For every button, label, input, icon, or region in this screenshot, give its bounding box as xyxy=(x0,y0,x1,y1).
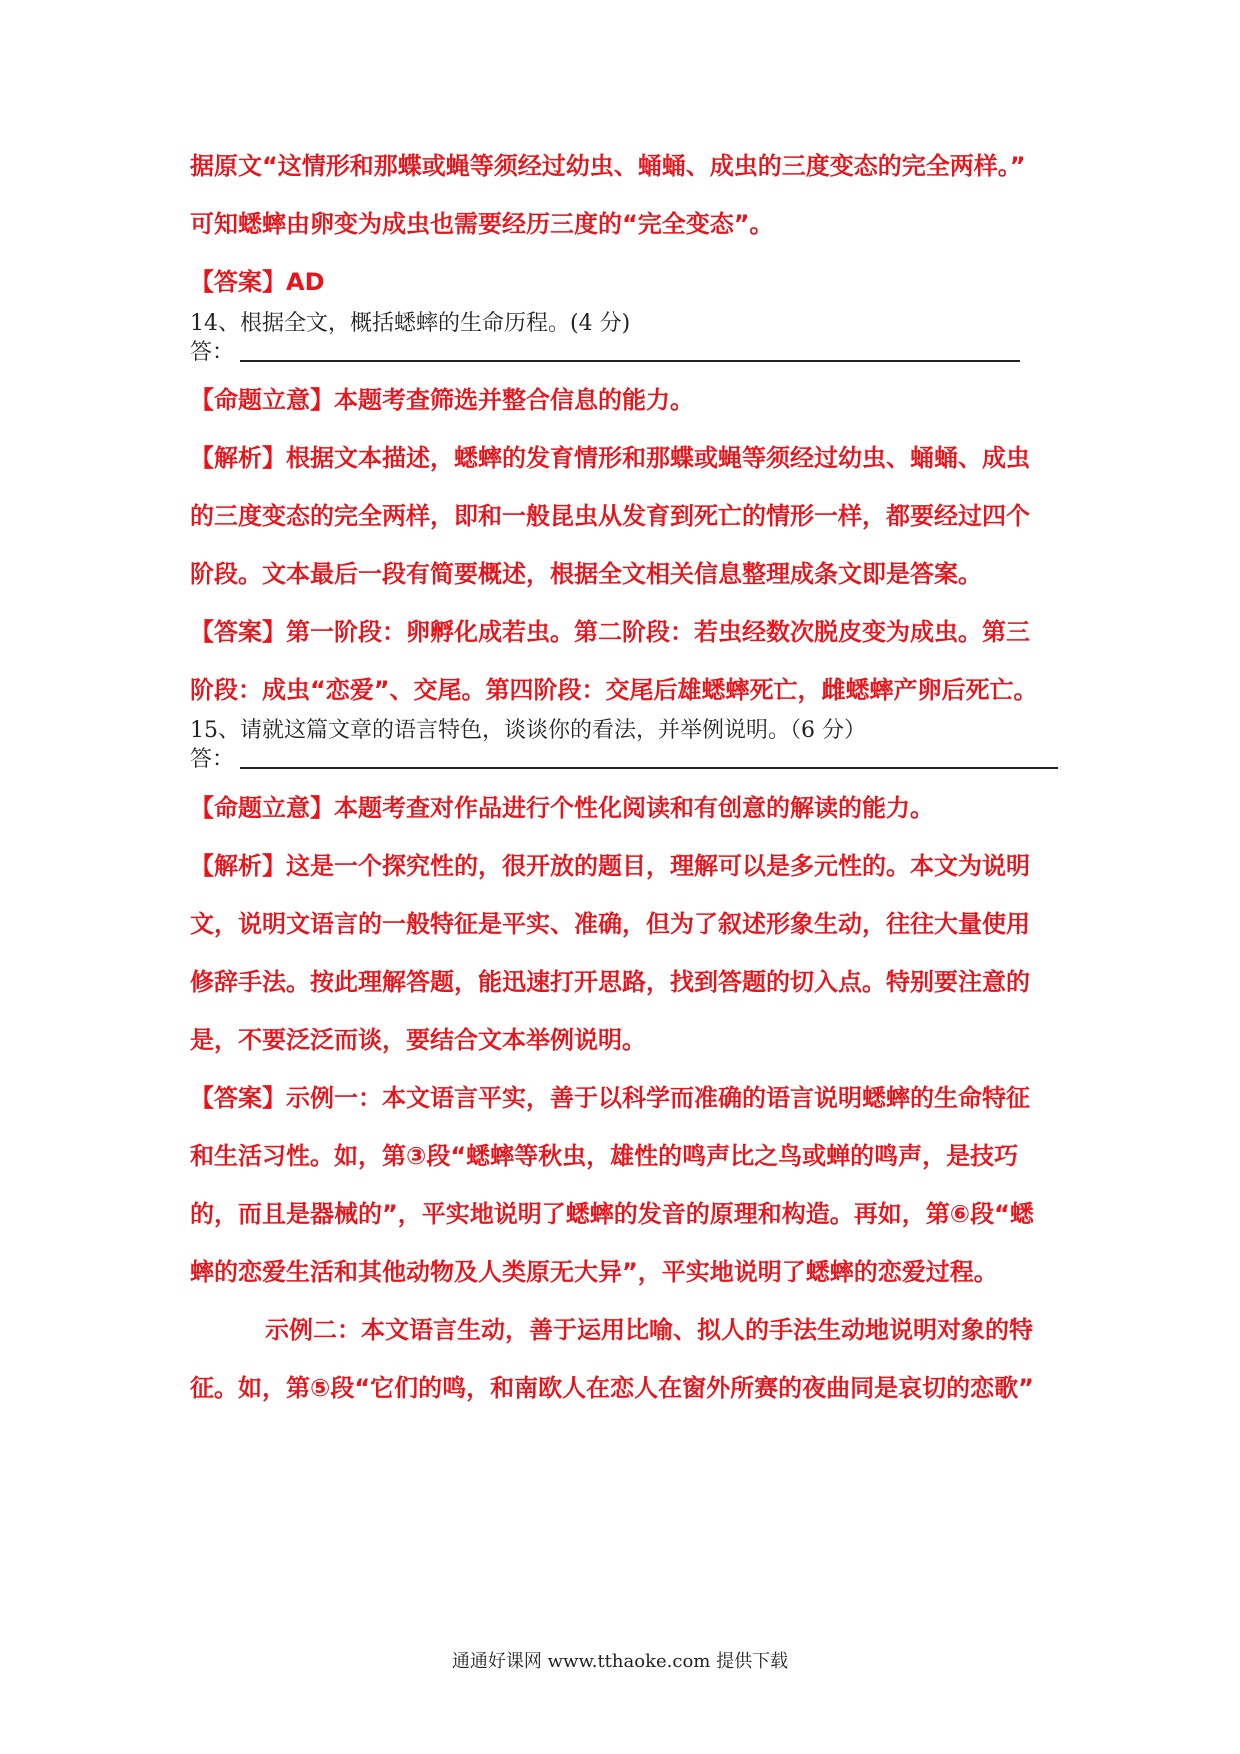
q15-analysis-line-2: 文，说明文语言的一般特征是平实、准确，但为了叙述形象生动，往往大量使用 xyxy=(190,910,1030,938)
q15-example2-line-2: 征。如，第⑤段“它们的鸣，和南欧人在恋人在窗外所赛的夜曲同是哀切的恋歌” xyxy=(190,1374,1034,1402)
q14-answer-prefix: 答： xyxy=(190,340,235,365)
q15-example2-line-1: 示例二：本文语言生动，善于运用比喻、拟人的手法生动地说明对象的特 xyxy=(265,1316,1033,1344)
q14-answer-line-1: 【答案】第一阶段：卵孵化成若虫。第二阶段：若虫经数次脱皮变为成虫。第三 xyxy=(190,618,1030,646)
q13-explanation-line-1: 据原文“这情形和那蝶或蝇等须经过幼虫、蛹蛹、成虫的三度变态的完全两样。” xyxy=(190,152,1026,180)
q15-answer-blank xyxy=(240,767,1058,769)
q15-answer-line-2: 和生活习性。如，第③段“蟋蟀等秋虫，雄性的鸣声比之鸟或蝉的鸣声，是技巧 xyxy=(190,1142,1019,1170)
q15-intent: 【命题立意】本题考查对作品进行个性化阅读和有创意的解读的能力。 xyxy=(190,794,934,822)
q15-analysis-line-1: 【解析】这是一个探究性的，很开放的题目，理解可以是多元性的。本文为说明 xyxy=(190,852,1030,880)
q14-analysis-line-1: 【解析】根据文本描述，蟋蟀的发育情形和那蝶或蝇等须经过幼虫、蛹蛹、成虫 xyxy=(190,444,1030,472)
q15-answer-line-3: 的，而且是器械的”，平实地说明了蟋蟀的发音的原理和构造。再如，第⑥段“蟋 xyxy=(190,1200,1034,1228)
q14-analysis-line-2: 的三度变态的完全两样，即和一般昆虫从发育到死亡的情形一样，都要经过四个 xyxy=(190,502,1030,530)
q14-answer-blank xyxy=(240,360,1020,362)
q14-intent: 【命题立意】本题考查筛选并整合信息的能力。 xyxy=(190,386,694,414)
q15-answer-prefix: 答： xyxy=(190,747,235,772)
q15-answer-line-4: 蟀的恋爱生活和其他动物及人类原无大异”，平实地说明了蟋蟀的恋爱过程。 xyxy=(190,1258,998,1286)
q13-answer: 【答案】AD xyxy=(190,268,325,296)
page-footer: 通通好课网 www.tthaoke.com 提供下载 xyxy=(451,1651,789,1672)
q14-answer-line-2: 阶段：成虫“恋爱”、交尾。第四阶段：交尾后雄蟋蟀死亡，雌蟋蟀产卵后死亡。 xyxy=(190,676,1038,704)
q13-explanation-line-2: 可知蟋蟀由卵变为成虫也需要经历三度的“完全变态”。 xyxy=(190,210,774,238)
q15-analysis-line-3: 修辞手法。按此理解答题，能迅速打开思路，找到答题的切入点。特别要注意的 xyxy=(190,968,1030,996)
q14-question: 14、根据全文，概括蟋蟀的生命历程。(4 分) xyxy=(190,311,631,336)
q15-analysis-line-4: 是，不要泛泛而谈，要结合文本举例说明。 xyxy=(190,1026,646,1054)
q15-question: 15、请就这篇文章的语言特色，谈谈你的看法，并举例说明。（6 分） xyxy=(190,718,866,743)
q15-answer-line-1: 【答案】示例一：本文语言平实，善于以科学而准确的语言说明蟋蟀的生命特征 xyxy=(190,1084,1030,1112)
q14-analysis-line-3: 阶段。文本最后一段有简要概述，根据全文相关信息整理成条文即是答案。 xyxy=(190,560,982,588)
